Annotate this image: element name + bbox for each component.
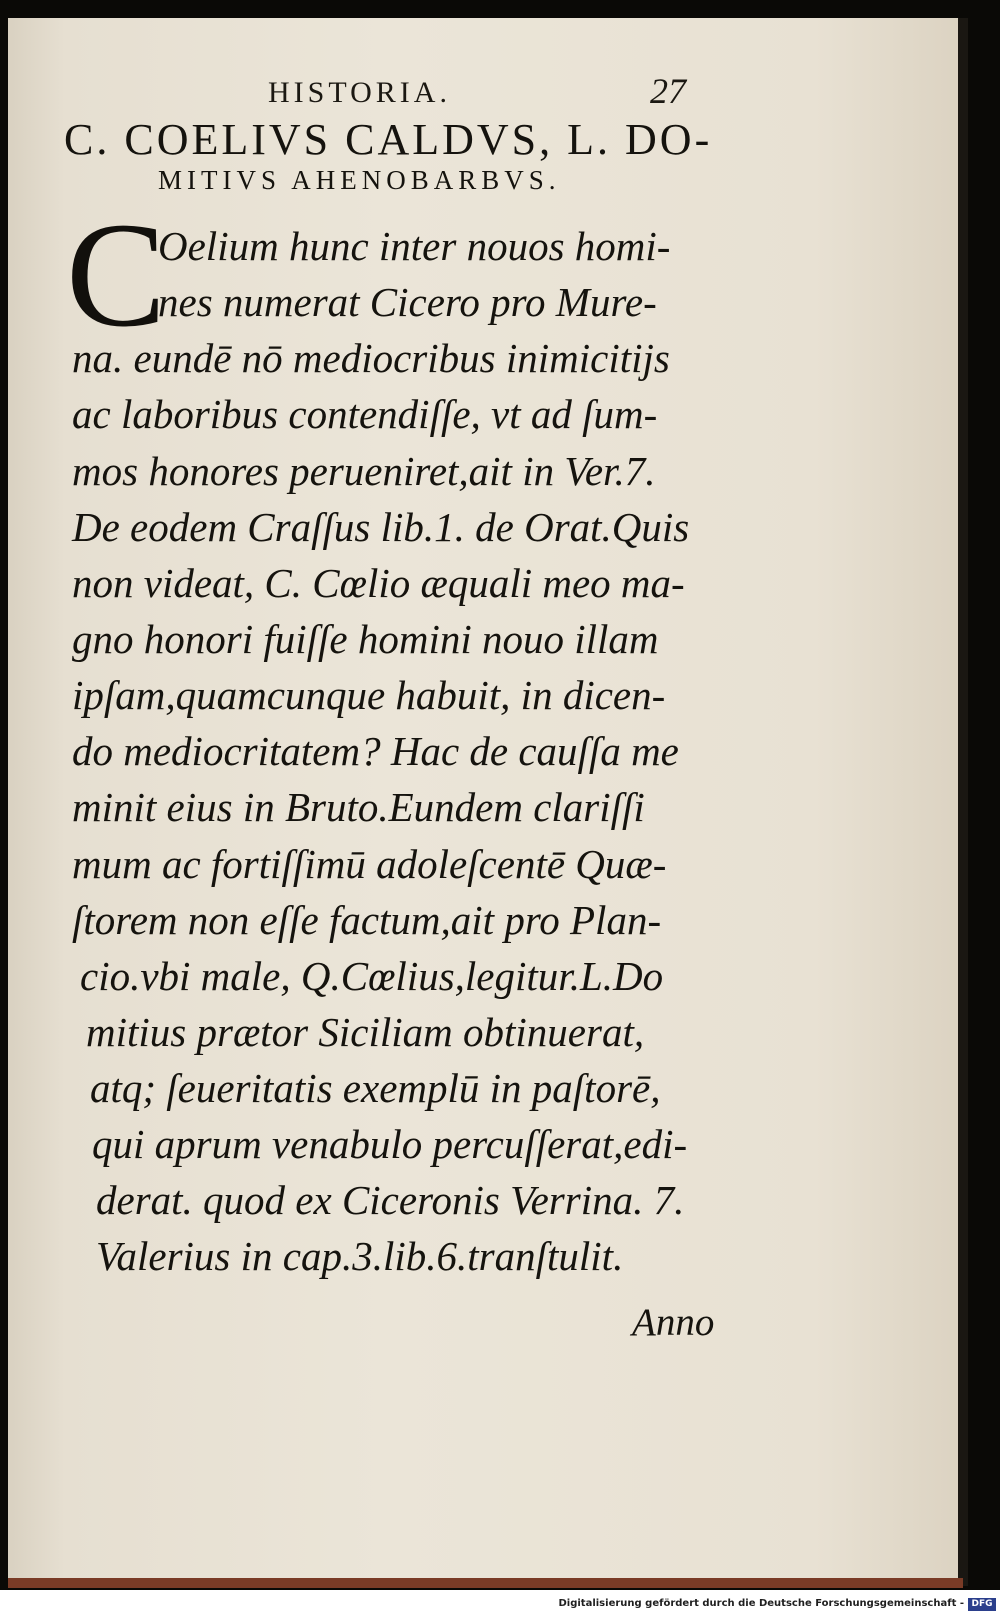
body-line: Valerius in cap.3.lib.6.tranſtulit. [96, 1233, 624, 1279]
page-edge [8, 1578, 963, 1588]
body-line: mos honores perueniret,ait in Ver.7. [72, 448, 656, 494]
body-line: non videat, C. Cœlio æquali meo ma- [72, 560, 685, 606]
body-line: na. eundē nō mediocribus inimicitijs [72, 335, 670, 381]
body-line: qui aprum venabulo percuſſerat,edi- [92, 1121, 688, 1167]
body-line: Oelium hunc inter nouos homi- [158, 223, 671, 269]
dfg-logo: DFG [968, 1598, 996, 1611]
body-line: gno honori fuiſſe homini nouo illam [72, 616, 659, 662]
body-line: De eodem Craſſus lib.1. de Orat.Quis [72, 504, 690, 550]
body-line: ipſam,quamcunque habuit, in dicen- [72, 672, 666, 718]
drop-cap: C [66, 192, 167, 358]
section-heading-line-1: C. COELIVS CALDVS, L. DO- [64, 115, 713, 164]
body-line: mitius prætor Siciliam obtinuerat, [86, 1009, 645, 1055]
body-line: minit eius in Bruto.Eundem clariſſi [72, 784, 645, 830]
body-line: derat. quod ex Ciceronis Verrina. 7. [96, 1177, 685, 1223]
section-heading-line-2: MITIVS AHENOBARBVS. [158, 165, 561, 195]
body-line: ſtorem non eſſe factum,ait pro Plan- [72, 897, 662, 943]
body-line: cio.vbi male, Q.Cœlius,legitur.L.Do [80, 953, 664, 999]
body-line: atq; ſeueritatis exemplū in paſtorē, [90, 1065, 661, 1111]
running-head: HISTORIA. [268, 76, 451, 109]
body-line: nes numerat Cicero pro Mure- [158, 279, 657, 325]
page-number: 27 [650, 71, 686, 111]
body-line: do mediocritatem? Hac de cauſſa me [72, 728, 679, 774]
body-line: mum ac fortiſſimū adoleſcentē Quæ- [72, 841, 667, 887]
catchword: Anno [632, 1301, 715, 1344]
digitization-credit: Digitalisierung gefördert durch die Deutsche Forschungsgemeinschaft - [558, 1598, 964, 1609]
body-line: ac laboribus contendiſſe, vt ad ſum- [72, 391, 658, 437]
